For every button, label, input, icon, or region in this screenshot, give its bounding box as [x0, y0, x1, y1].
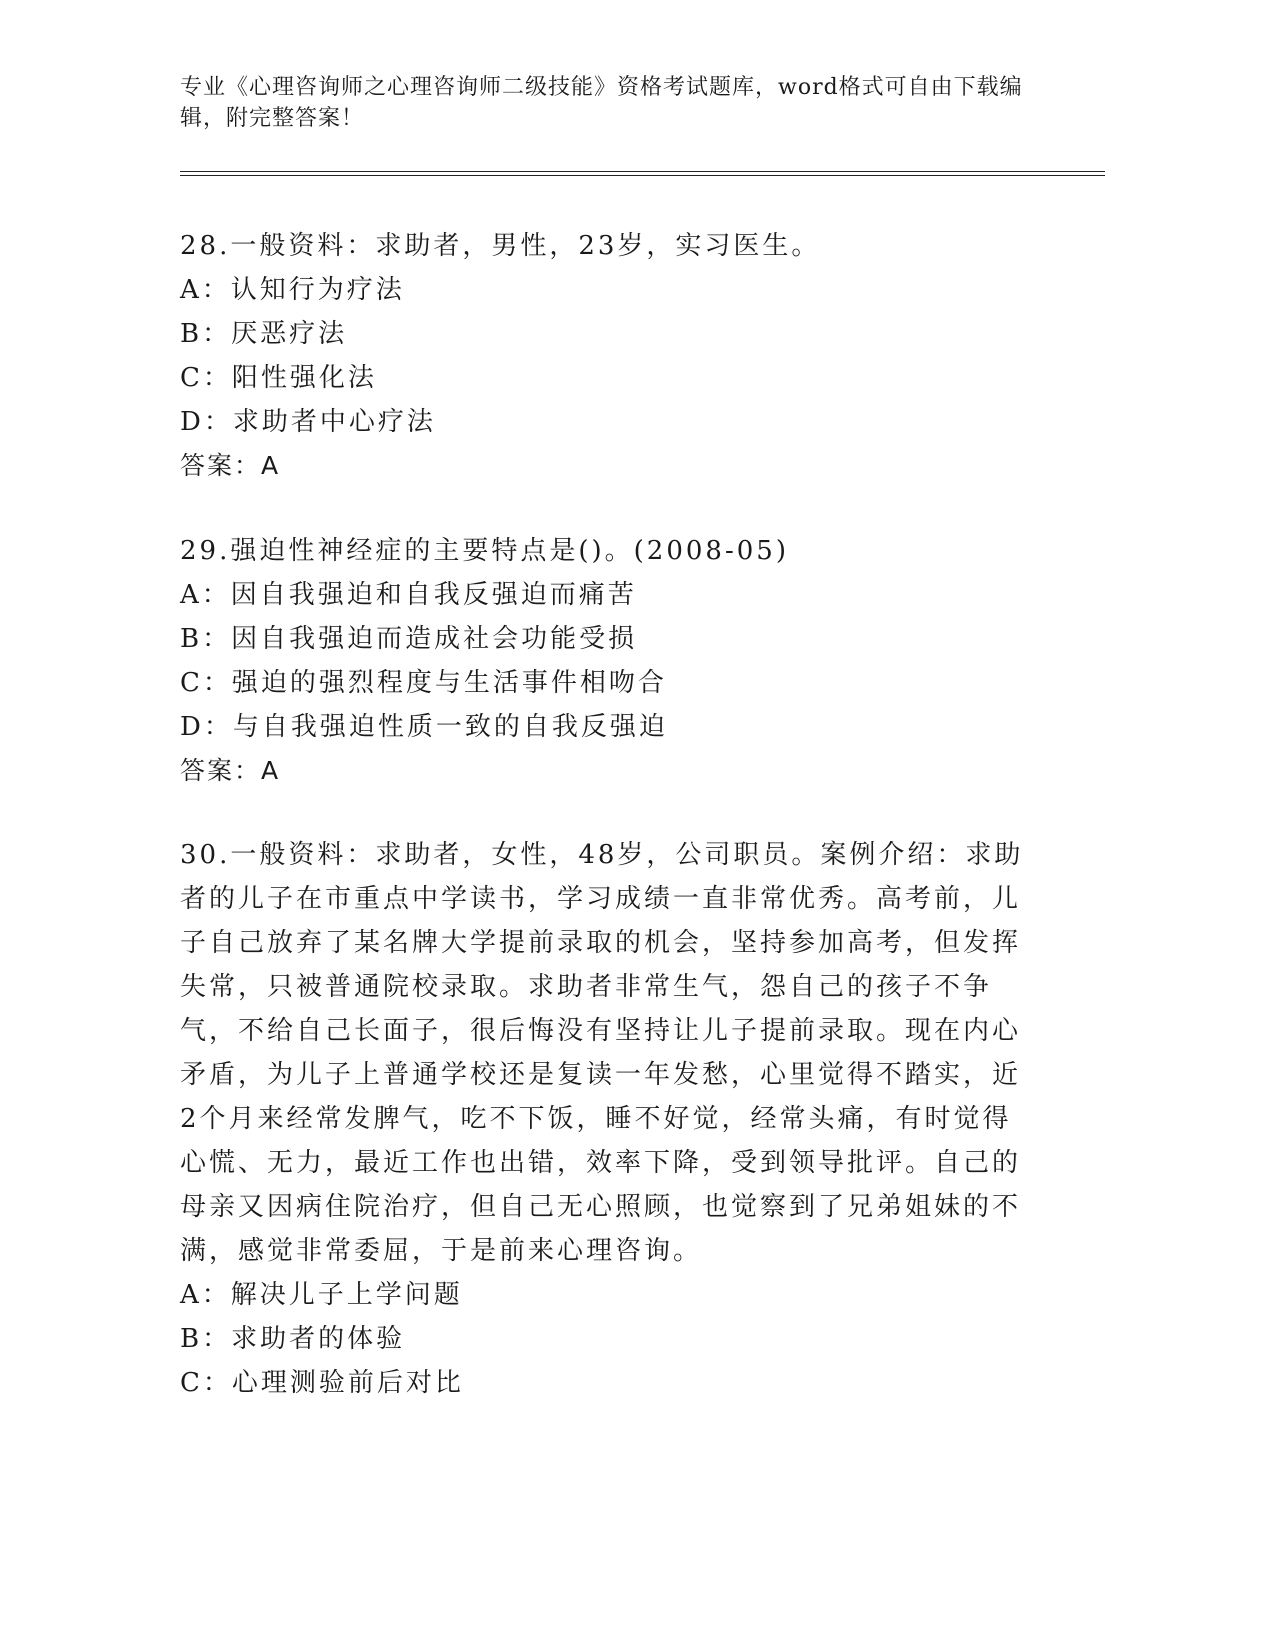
question-stem: 29.强迫性神经症的主要特点是()。(2008-05) — [180, 536, 789, 566]
option-a: A：认知行为疗法 — [180, 275, 405, 305]
header-divider-bottom — [180, 175, 1105, 176]
option-b: B：求助者的体验 — [180, 1324, 406, 1354]
question-stem: 28.一般资料：求助者，男性，23岁，实习医生。 — [180, 231, 821, 261]
option-a: A：因自我强迫和自我反强迫而痛苦 — [180, 580, 637, 610]
option-b: B：因自我强迫而造成社会功能受损 — [180, 624, 638, 654]
question-30 — [180, 833, 1050, 1405]
option-c: C：心理测验前后对比 — [180, 1368, 464, 1398]
option-a: A：解决儿子上学问题 — [180, 1280, 463, 1310]
question-28 — [180, 224, 1050, 488]
question-29 — [180, 529, 1050, 793]
option-c: C：阳性强化法 — [180, 363, 377, 393]
option-d: D：与自我强迫性质一致的自我反强迫 — [180, 712, 668, 742]
answer-line: 答案：A — [180, 451, 281, 480]
option-c: C：强迫的强烈程度与生活事件相吻合 — [180, 668, 667, 698]
option-b: B：厌恶疗法 — [180, 319, 348, 349]
question-stem: 30.一般资料：求助者，女性，48岁，公司职员。案例介绍：求助者的儿子在市重点中学读书，学习成绩一直非常优秀。高考前，儿子自己放弃了某名牌大学提前录取的机会，坚持参加高考，但发挥失常，只被普通院校录取。求助者非常生气，怨自己的孩子不争气，不给自己长面子，很后悔没有坚持让儿子提前录取。现在内心矛盾，为儿子上普通学校还是复读一年发愁，心里觉得不踏实，近2个月来经常发脾气，吃不下饭，睡不好觉，经常头痛，有时觉得心慌、无力，最近工作也出错，效率下降，受到领导批评。自己的母亲又因病住院治疗，但自己无心照顾，也觉察到了兄弟姐妹的不满，感觉非常委屈，于是前来心理咨询。 — [180, 840, 1024, 1266]
answer-line: 答案：A — [180, 756, 281, 785]
header-divider-top — [180, 171, 1105, 172]
document-header: 专业《心理咨询师之心理咨询师二级技能》资格考试题库，word格式可自由下载编辑，附完整答案！ — [180, 75, 1023, 131]
option-d: D：求助者中心疗法 — [180, 407, 436, 437]
